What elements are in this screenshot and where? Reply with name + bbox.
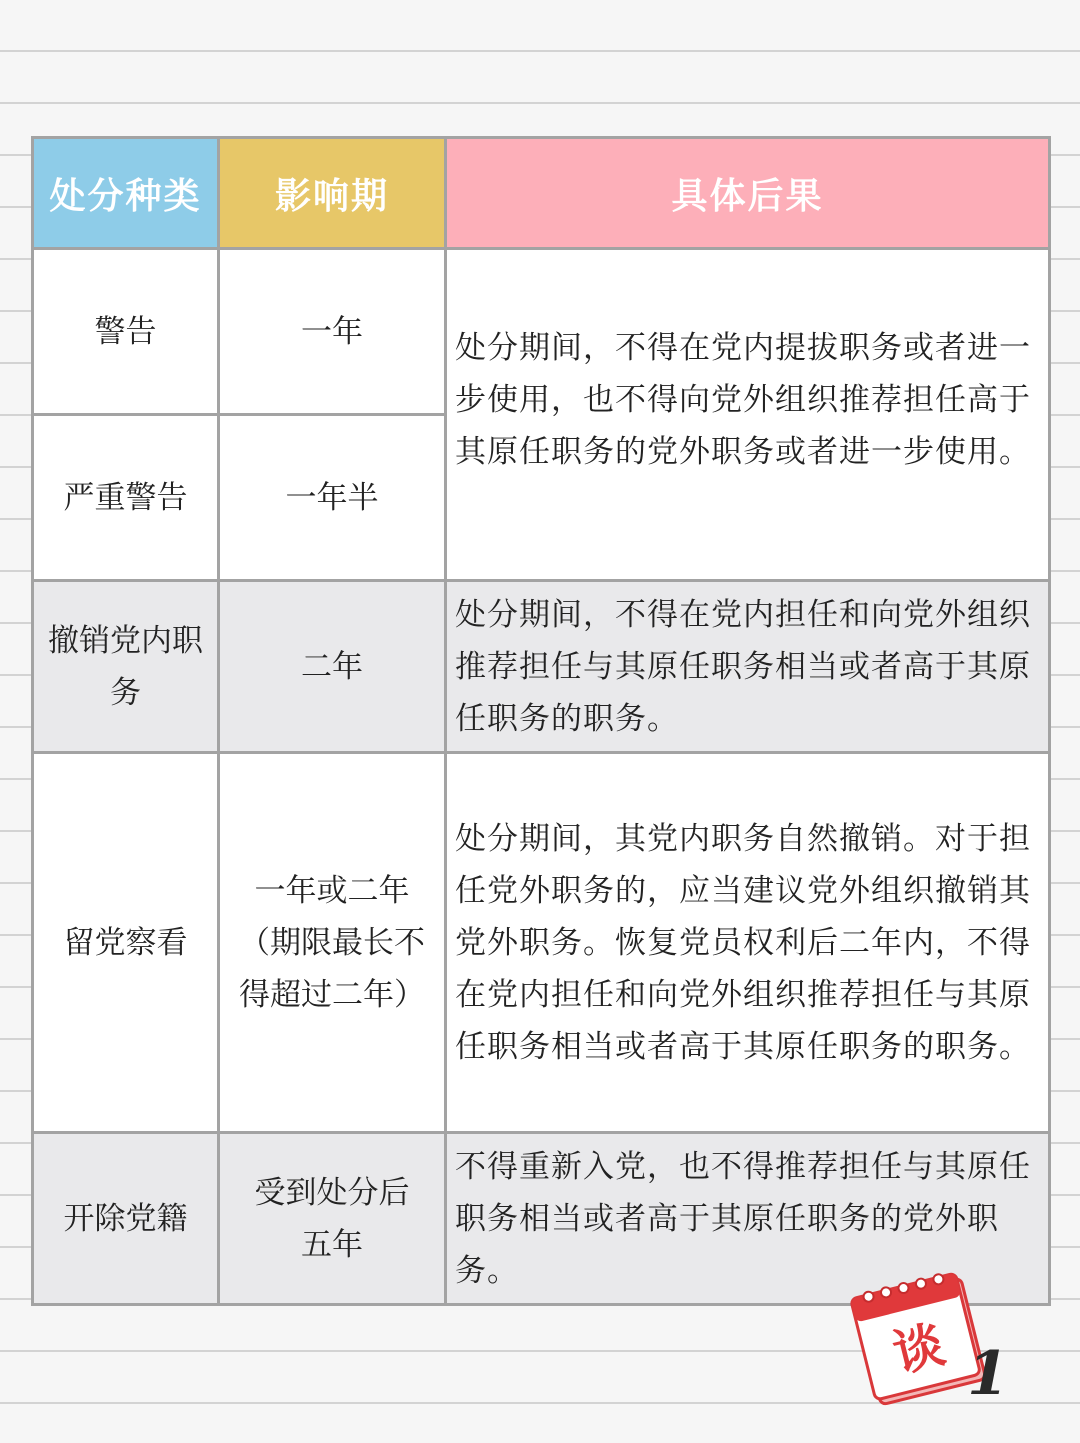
header-period: 影响期	[219, 138, 446, 249]
cell-period: 一年半	[219, 415, 446, 581]
cell-result: 处分期间，其党内职务自然撤销。对于担任党外职务的，应当建议党外组织撤销其党外职务。恢复党员权利后二年内，不得在党内担任和向党外组织推荐担任与其原任职务相当或者高于其原任职务的职务。	[446, 753, 1050, 1133]
cell-result: 处分期间，不得在党内担任和向党外组织推荐担任与其原任职务相当或者高于其原任职务的职务。	[446, 581, 1050, 753]
logo-number: 1	[967, 1339, 1009, 1408]
header-result: 具体后果	[446, 138, 1050, 249]
table-row	[33, 581, 1050, 753]
cell-type: 开除党籍	[33, 1133, 219, 1305]
cell-period: 受到处分后五年	[219, 1133, 446, 1305]
discipline-table	[31, 136, 1051, 1306]
cell-type: 留党察看	[33, 753, 219, 1133]
logo-char: 谈	[887, 1314, 950, 1384]
cell-period: 一年	[219, 249, 446, 415]
cell-type: 严重警告	[33, 415, 219, 581]
calendar-logo	[848, 1268, 1018, 1408]
cell-result-merged: 处分期间，不得在党内提拔职务或者进一步使用，也不得向党外组织推荐担任高于其原任职务的党外职务或者进一步使用。	[446, 249, 1050, 581]
header-type: 处分种类	[33, 138, 219, 249]
cell-type: 警告	[33, 249, 219, 415]
cell-result: 不得重新入党，也不得推荐担任与其原任职务相当或者高于其原任职务的党外职务。	[446, 1133, 1050, 1305]
table-row	[33, 249, 1050, 415]
table-header-row	[33, 138, 1050, 249]
cell-type: 撤销党内职务	[33, 581, 219, 753]
calendar-icon	[848, 1268, 1018, 1408]
cell-period: 一年或二年（期限最长不得超过二年）	[219, 753, 446, 1133]
table-row	[33, 753, 1050, 1133]
cell-period: 二年	[219, 581, 446, 753]
